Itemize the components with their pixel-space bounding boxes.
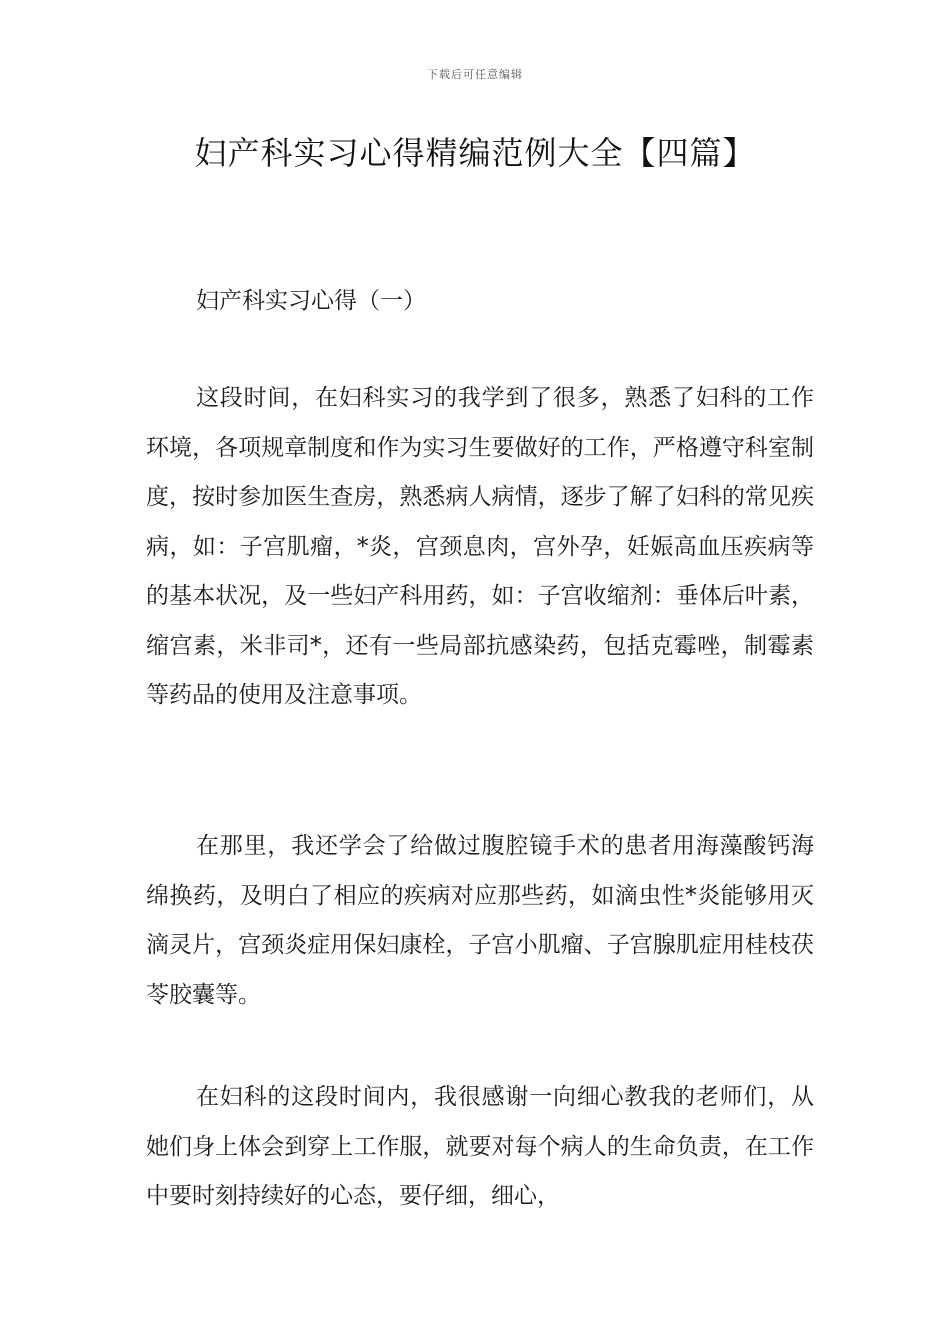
document-title: 妇产科实习心得精编范例大全【四篇】 <box>194 134 756 172</box>
section-heading: 妇产科实习心得（一） <box>196 288 426 314</box>
header-note: 下载后可任意编辑 <box>427 68 523 81</box>
body-paragraph-1: 这段时间，在妇科实习的我学到了很多，熟悉了妇科的工作环境，各项规章制度和作为实习生要做好的工作，严格遵守科室制度，按时参加医生查房，熟悉病人病情，逐步了解了妇科的常见疾病，如：子宫肌瘤，*炎，宫颈息肉，宫外孕，妊娠高血压疾病等的基本状况，及一些妇产科用药，如：子宫收缩剂：垂体后叶素，缩宫素，米非司*，还有一些局部抗感染药，包括克霉唑，制霉素等药品的使用及注意事项。 <box>146 385 814 708</box>
body-paragraph-3: 在妇科的这段时间内，我很感谢一向细心教我的老师们，从她们身上体会到穿上工作服，就要对每个病人的生命负责，在工作中要时刻持续好的心态，要仔细，细心， <box>146 1084 814 1209</box>
body-paragraph-2: 在那里，我还学会了给做过腹腔镜手术的患者用海藻酸钙海绵换药，及明白了相应的疾病对应那些药，如滴虫性*炎能够用灭滴灵片，宫颈炎症用保妇康栓，子宫小肌瘤、子宫腺肌症用桂枝茯苓胶囊等。 <box>146 833 814 1008</box>
